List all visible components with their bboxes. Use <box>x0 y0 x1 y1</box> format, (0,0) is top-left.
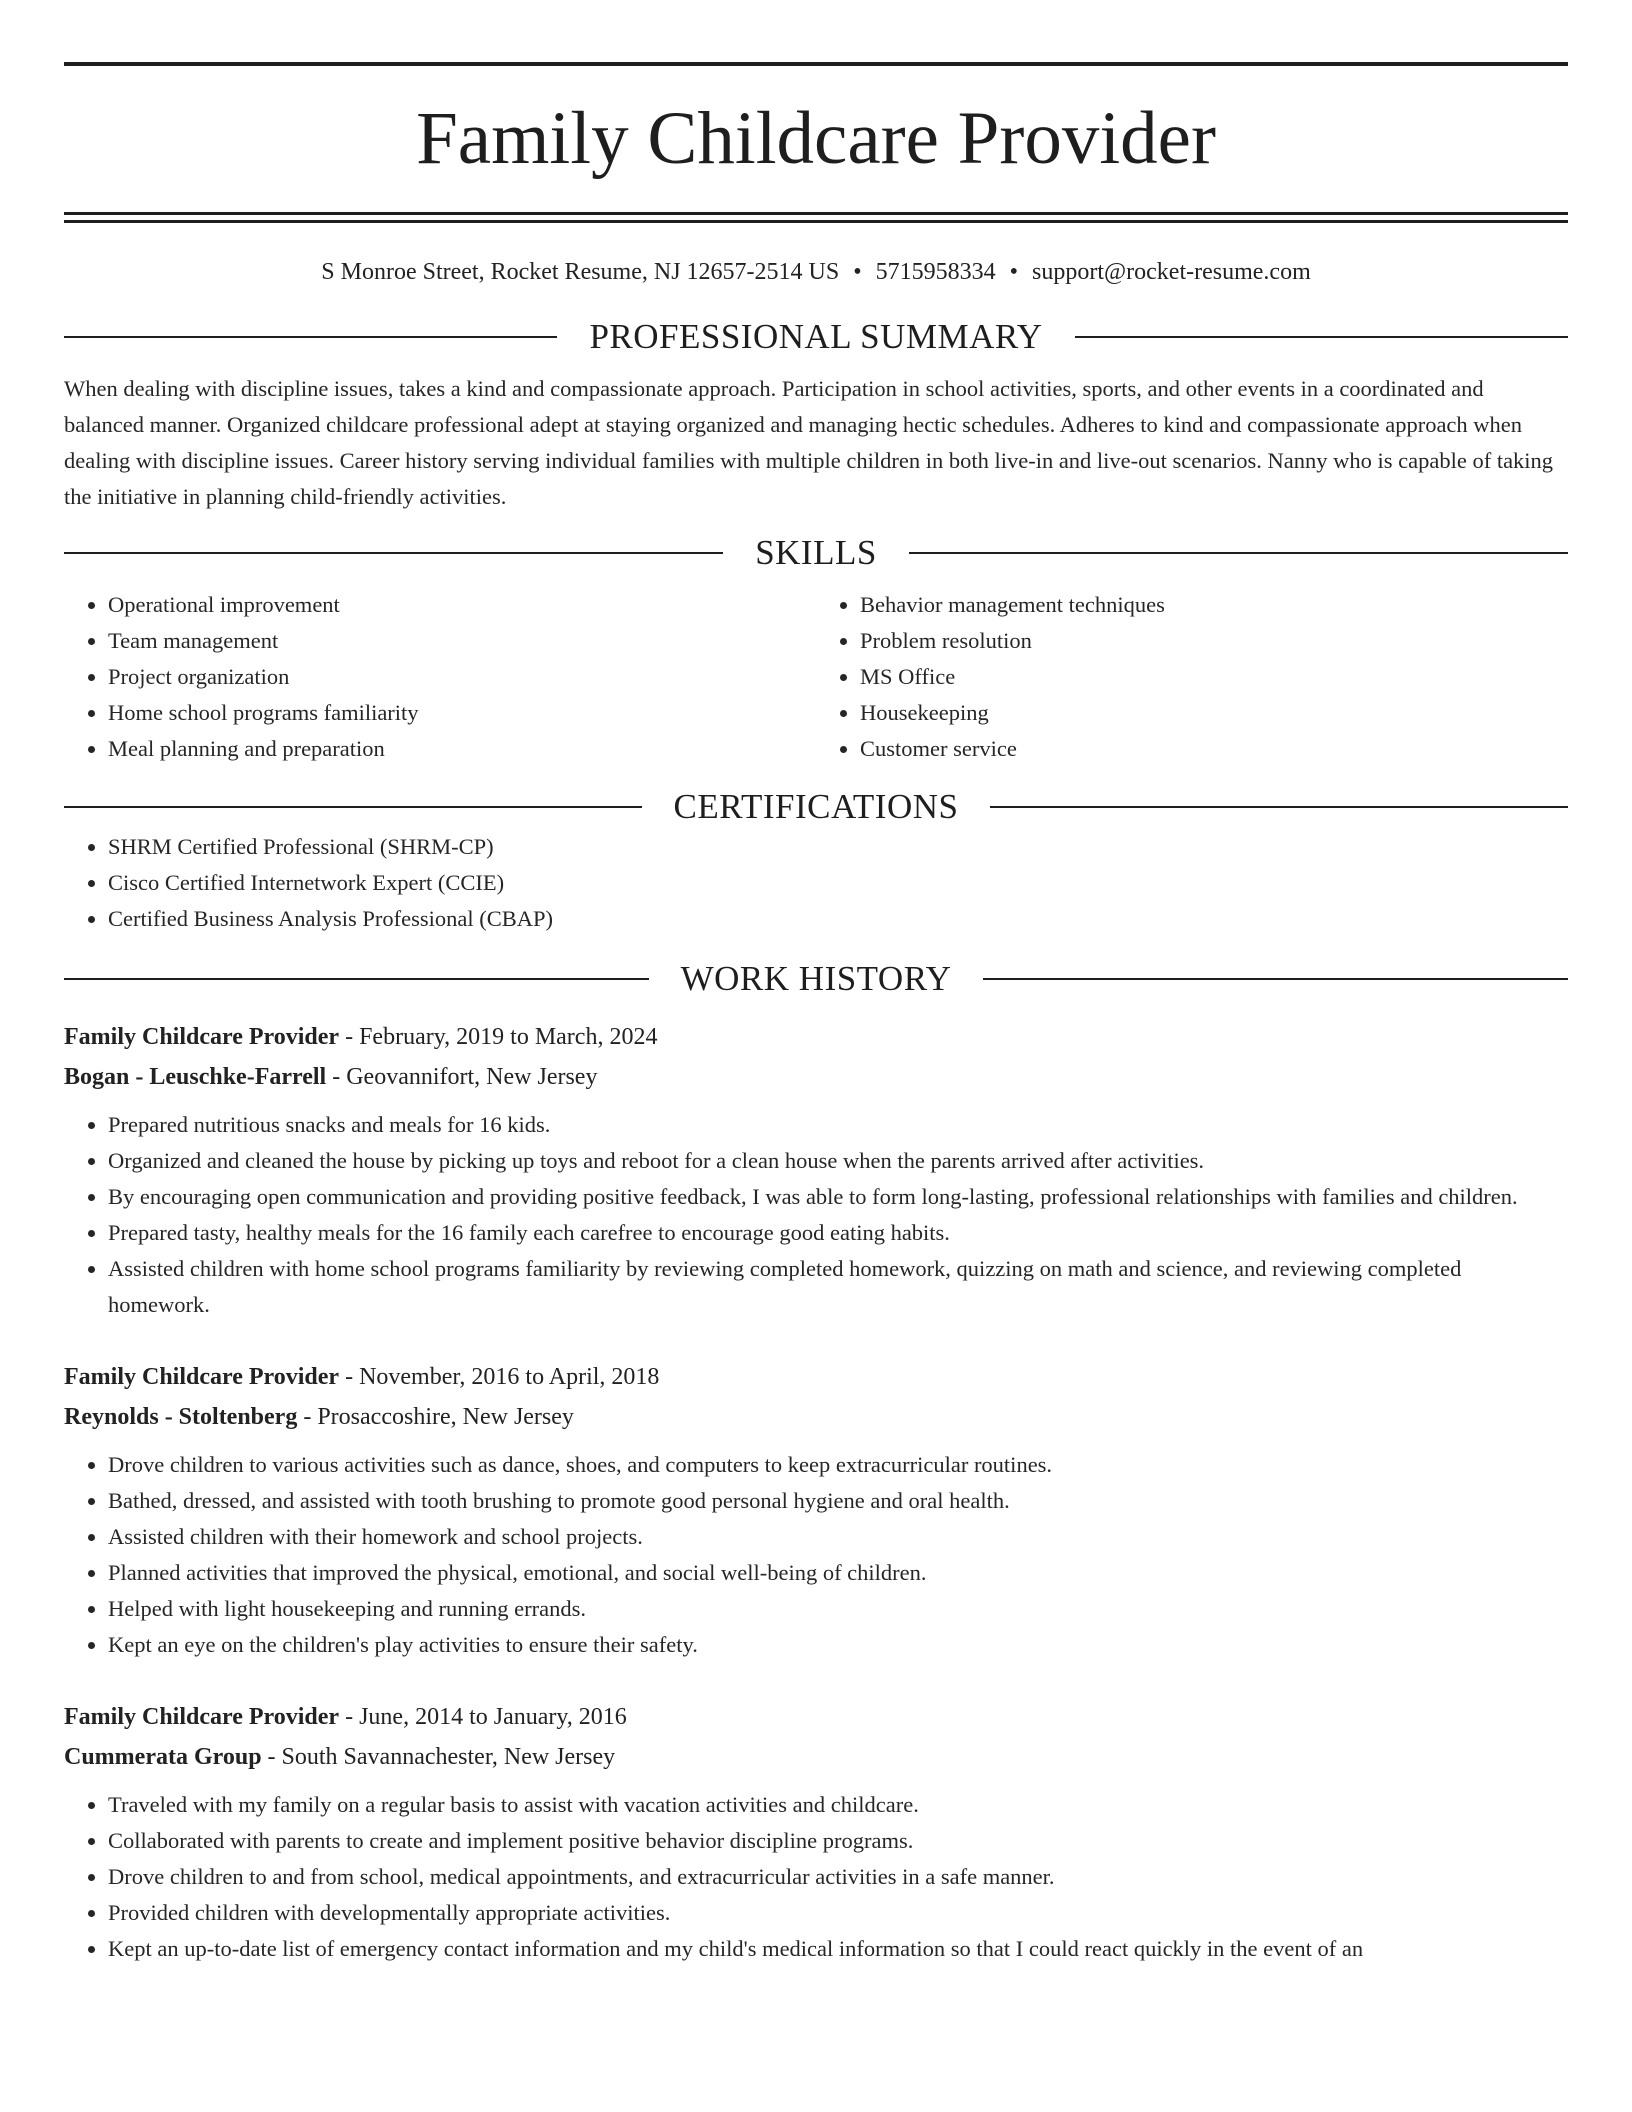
job-bullet: • By encouraging open communication and providing positive feedback, I was able to form long-lasting, professional relationships with families and children. <box>108 1179 1568 1215</box>
job-bullet: • Collaborated with parents to create and implement positive behavior discipline programs. <box>108 1823 1568 1859</box>
job-bullet: • Bathed, dressed, and assisted with tooth brushing to promote good personal hygiene and oral health. <box>108 1483 1568 1519</box>
contact-email: support@rocket-resume.com <box>1032 259 1311 285</box>
job-title-line <box>64 1017 1568 1057</box>
job-bullet: • Kept an eye on the children's play activities to ensure their safety. <box>108 1627 1568 1663</box>
summary-text: When dealing with discipline issues, takes a kind and compassionate approach. Participation in school activities, sports, and other events in a coordinated and balanced manner. Organized childcare professional adept at staying organized and managing hectic schedules. Adheres to kind and compassionate approach when dealing with discipline issues. Career history serving individual families with multiple children in both live-in and live-out scenarios. Nanny who is capable of taking the initiative in planning child-friendly activities. <box>64 376 1554 509</box>
skill-item: • Project organization <box>108 659 816 695</box>
certification-item: • Cisco Certified Internetwork Expert (CCIE) <box>108 865 1568 901</box>
job-location: - Geovannifort, New Jersey <box>326 1064 598 1090</box>
job-title: Family Childcare Provider <box>64 1364 340 1390</box>
skill-item: • Problem resolution <box>860 623 1568 659</box>
skills-heading-label: SKILLS <box>755 533 877 572</box>
job-company-line <box>64 1397 1568 1437</box>
heading-rule <box>1075 336 1568 338</box>
job-dates: - November, 2016 to April, 2018 <box>339 1364 660 1390</box>
contact-separator: • <box>1009 259 1019 285</box>
job-bullet: • Kept an up-to-date list of emergency contact information and my child's medical information so that I could react quickly in the event of an <box>108 1931 1568 1967</box>
certifications-list <box>64 829 1568 937</box>
job-bullet: • Prepared tasty, healthy meals for the 16 family each carefree to encourage good eating habits. <box>108 1215 1568 1251</box>
job-company: Cummerata Group <box>64 1744 262 1770</box>
job-bullets <box>64 1447 1568 1663</box>
skills-column-left <box>64 587 816 767</box>
job-company-line <box>64 1737 1568 1777</box>
heading-rule <box>64 978 649 980</box>
job-bullet: • Provided children with developmentally appropriate activities. <box>108 1895 1568 1931</box>
contact-phone: 5715958334 <box>875 259 996 285</box>
heading-rule <box>909 552 1568 554</box>
contact-separator: • <box>853 259 862 285</box>
job-bullet: • Prepared nutritious snacks and meals for 16 kids. <box>108 1107 1568 1143</box>
summary-heading <box>64 315 1568 359</box>
contact-line <box>64 257 1568 287</box>
contact-address: S Monroe Street, Rocket Resume, NJ 12657-2514 US <box>321 259 840 285</box>
skill-item: • Housekeeping <box>860 695 1568 731</box>
job-bullets <box>64 1107 1568 1323</box>
job-bullet: • Drove children to various activities such as dance, shoes, and computers to keep extracurricular routines. <box>108 1447 1568 1483</box>
title-double-rule <box>64 212 1568 223</box>
heading-rule <box>983 978 1568 980</box>
skill-item: • MS Office <box>860 659 1568 695</box>
skill-item: • Meal planning and preparation <box>108 731 816 767</box>
job-bullet: • Helped with light housekeeping and running errands. <box>108 1591 1568 1627</box>
job-dates: - June, 2014 to January, 2016 <box>339 1704 627 1730</box>
certifications-heading <box>64 785 1568 829</box>
heading-rule <box>64 806 642 808</box>
skills-column-right <box>816 587 1568 767</box>
job-dates: - February, 2019 to March, 2024 <box>339 1024 658 1050</box>
summary-heading-label: PROFESSIONAL SUMMARY <box>589 317 1043 356</box>
job-title-line <box>64 1357 1568 1397</box>
job-bullet: • Drove children to and from school, medical appointments, and extracurricular activities in a safe manner. <box>108 1859 1568 1895</box>
work-history-heading-label: WORK HISTORY <box>680 959 952 998</box>
job-bullet: • Planned activities that improved the physical, emotional, and social well-being of children. <box>108 1555 1568 1591</box>
job-bullets <box>64 1787 1568 1967</box>
skills-list <box>64 587 1568 767</box>
skill-item: • Operational improvement <box>108 587 816 623</box>
skills-heading <box>64 531 1568 575</box>
skill-item: • Behavior management techniques <box>860 587 1568 623</box>
heading-rule <box>64 552 723 554</box>
job-bullet: • Assisted children with home school programs familiarity by reviewing completed homework, quizzing on math and science, and reviewing completed homework. <box>108 1251 1568 1323</box>
work-history-heading <box>64 957 1568 1001</box>
job-entry <box>64 1357 1568 1663</box>
job-location: - South Savannachester, New Jersey <box>261 1744 616 1770</box>
job-company: Reynolds - Stoltenberg <box>64 1404 298 1430</box>
resume-page <box>64 62 1568 1967</box>
job-company-line <box>64 1057 1568 1097</box>
job-company: Bogan - Leuschke-Farrell <box>64 1064 327 1090</box>
job-entry <box>64 1697 1568 1967</box>
job-location: - Prosaccoshire, New Jersey <box>297 1404 574 1430</box>
job-bullet: • Organized and cleaned the house by picking up toys and reboot for a clean house when the parents arrived after activities. <box>108 1143 1568 1179</box>
certification-item: • Certified Business Analysis Professional (CBAP) <box>108 901 1568 937</box>
skill-item: • Customer service <box>860 731 1568 767</box>
job-bullet: • Assisted children with their homework and school projects. <box>108 1519 1568 1555</box>
certifications-heading-label: CERTIFICATIONS <box>673 787 959 826</box>
certification-item: • SHRM Certified Professional (SHRM-CP) <box>108 829 1568 865</box>
resume-title: Family Childcare Provider <box>416 97 1216 180</box>
skill-item: • Home school programs familiarity <box>108 695 816 731</box>
skill-item: • Team management <box>108 623 816 659</box>
heading-rule <box>64 336 557 338</box>
job-title-line <box>64 1697 1568 1737</box>
job-bullet: • Traveled with my family on a regular basis to assist with vacation activities and childcare. <box>108 1787 1568 1823</box>
top-rule <box>64 62 1568 66</box>
job-title: Family Childcare Provider <box>64 1704 340 1730</box>
heading-rule <box>990 806 1568 808</box>
job-entry <box>64 1017 1568 1323</box>
job-title: Family Childcare Provider <box>64 1024 340 1050</box>
